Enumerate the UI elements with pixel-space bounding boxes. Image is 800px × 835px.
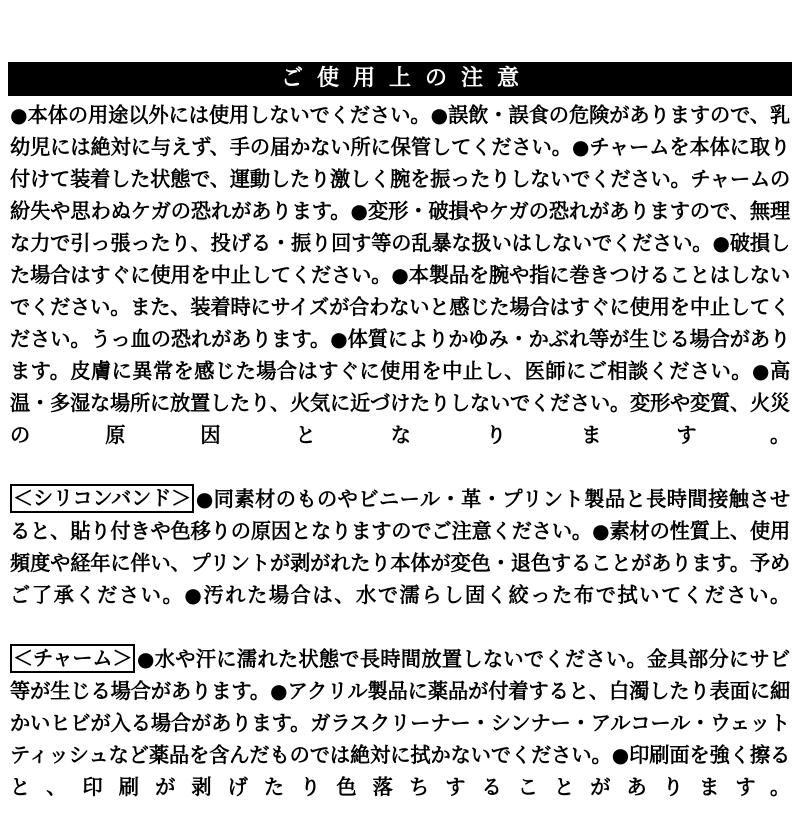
page-title: ご使用上の注意 — [280, 66, 533, 91]
notice-section-silicone-band — [10, 483, 790, 643]
section-label-silicone-band: ＜シリコンバンド＞ — [10, 484, 194, 513]
notice-section-charm — [10, 643, 790, 835]
notice-paragraph-general: ●本体の用途以外には使用しないでください。●誤飲・誤食の危険がありますので、乳幼児には絶対に与えず、手の届かない所に保管してください。●チャームを本体に取り付けて装着した状態で、運動したり激しく腕を振ったりしないでください。チャームの紛失や思わぬケガの恐れがあります。●変形・破損やケガの恐れがありますので、無理な力で引っ張ったり、投げる・振り回す等の乱暴な扱いはしないでください。●破損した場合はすぐに使用を中止してください。●本製品を腕や指に巻きつけることはしないでください。また、装着時にサイズが合わないと感じた場合はすぐに使用を中止してください。うっ血の恐れがあります。●体質によりかゆみ・かぶれ等が生じる場合があります。皮膚に異常を感じた場合はすぐに使用を中止し、医師にご相談ください。●高温・多湿な場所に放置したり、火気に近づけたりしないでください。変形や変質、火災の原因となります。 — [10, 103, 790, 447]
header-bar — [8, 62, 792, 96]
notice-body — [10, 99, 790, 835]
section-text-silicone-band: ●同素材のものやビニール・革・プリント製品と長時間接触させると、貼り付きや色移りの原因となりますのでご注意ください。●素材の性質上、使用頻度や経年に伴い、プリントが剥がれたり本体が変色・退色することがあります。予めご了承ください。●汚れた場合は、水で濡らし固く絞った布で拭いてください。 — [10, 487, 790, 607]
section-label-charm: ＜チャーム＞ — [10, 644, 135, 673]
section-text-charm: ●水や汗に濡れた状態で長時間放置しないでください。金具部分にサビ等が生じる場合があります。●アクリル製品に薬品が付着すると、白濁したり表面に細かいヒビが入る場合があります。ガラスクリーナー・シンナー・アルコール・ウェットティッシュなど薬品を含んだものでは絶対に拭かないでください。●印刷面を強く擦ると、印刷が剥げたり色落ちすることがあります。 — [10, 647, 790, 799]
